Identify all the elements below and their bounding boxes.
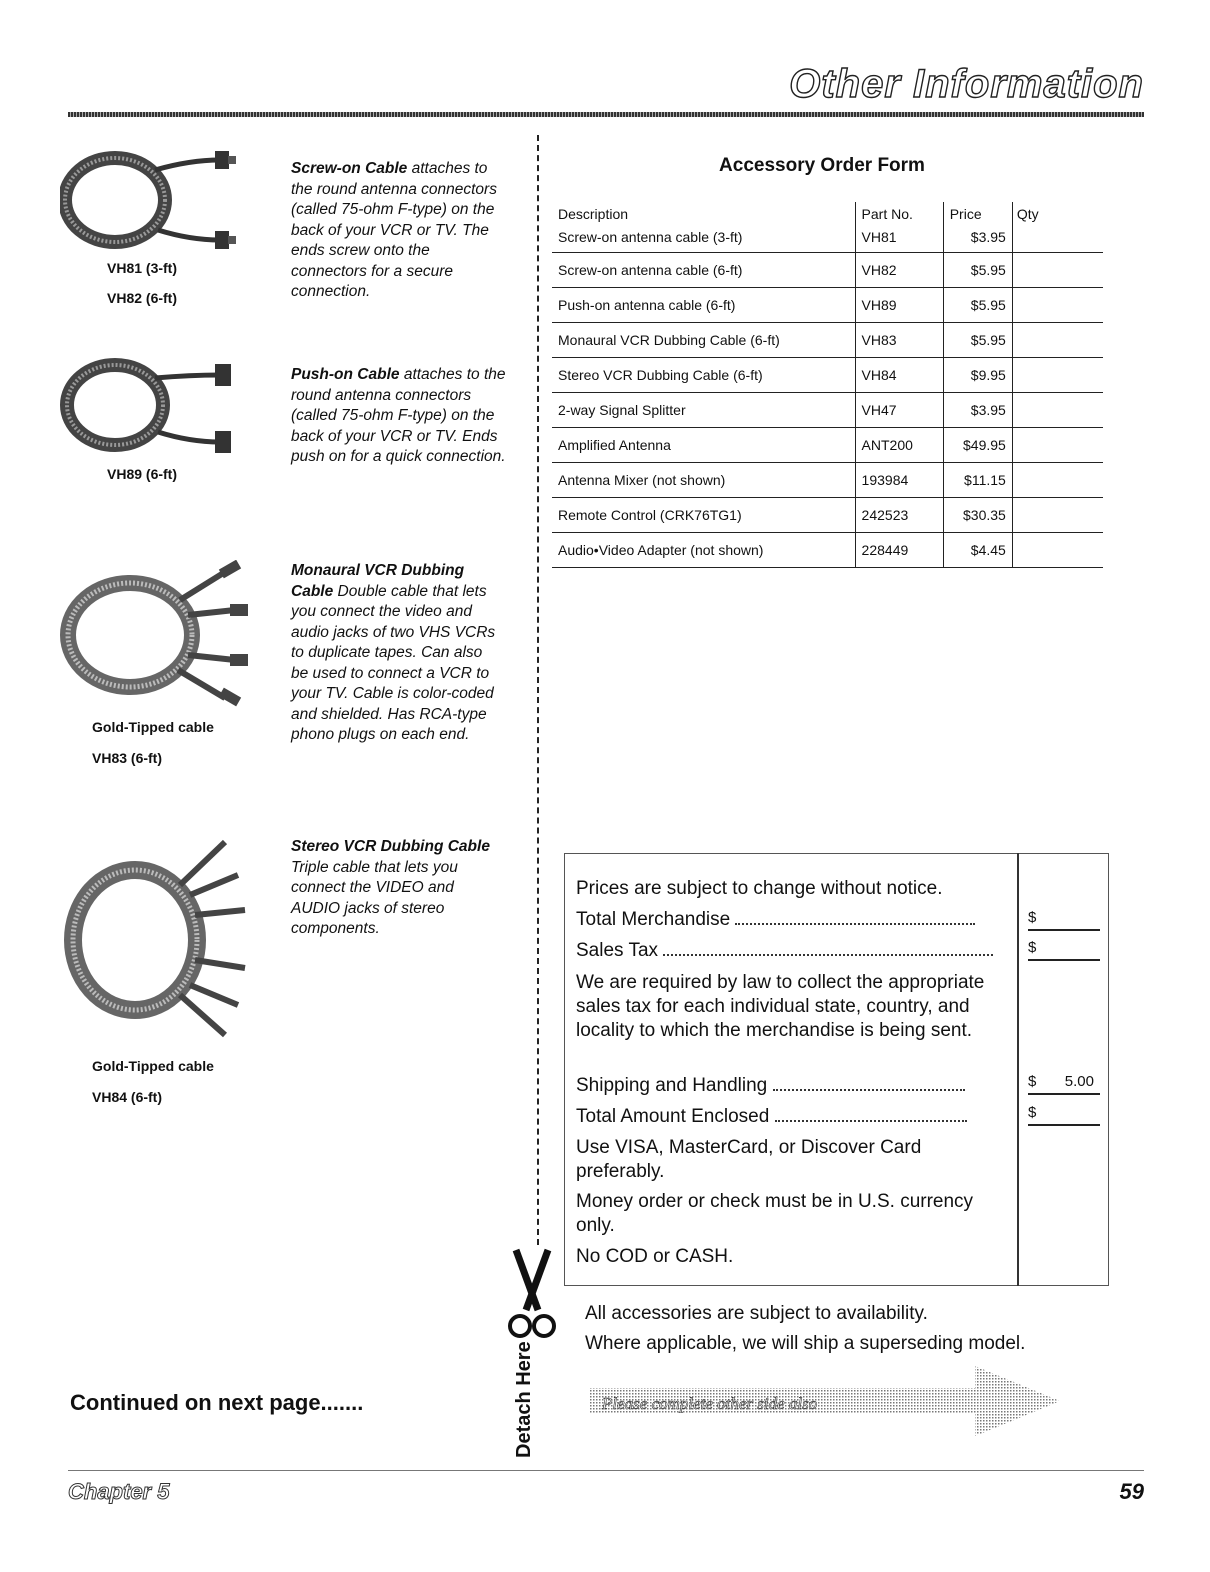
product-code: VH81 (3-ft) — [107, 260, 178, 276]
price-cell: $9.95 — [943, 358, 1012, 393]
push-on-cable-image — [60, 350, 240, 460]
part-number-cell: VH82 — [855, 253, 943, 288]
product-name: Push-on Cable — [291, 366, 400, 383]
part-number-cell: ANT200 — [855, 428, 943, 463]
table-row — [552, 498, 1103, 533]
table-row — [552, 323, 1103, 358]
cut-line — [537, 135, 539, 1245]
part-number-cell: 228449 — [855, 533, 943, 568]
part-number-cell: VH81 — [855, 222, 943, 253]
totals-divider — [1017, 853, 1019, 1286]
order-form-title: Accessory Order Form — [719, 155, 925, 176]
description-cell: Antenna Mixer (not shown) — [552, 463, 855, 498]
part-number-cell: 193984 — [855, 463, 943, 498]
shipping-label: Shipping and Handling — [576, 1074, 1004, 1098]
product-code: VH89 (6-ft) — [107, 466, 178, 482]
table-row — [552, 428, 1103, 463]
total-merchandise-field[interactable]: $ — [1028, 909, 1100, 931]
description-cell: Amplified Antenna — [552, 428, 855, 463]
screw-on-cable-image — [60, 145, 240, 255]
table-row — [552, 222, 1103, 253]
part-number-cell: VH47 — [855, 393, 943, 428]
arrow-text: Please complete other side also — [602, 1394, 818, 1413]
table-row — [552, 463, 1103, 498]
qty-field[interactable] — [1012, 393, 1045, 428]
table-row — [552, 253, 1103, 288]
qty-field[interactable] — [1012, 253, 1045, 288]
scissors-icon — [502, 1248, 562, 1348]
stereo-dubbing-cable-image — [60, 830, 260, 1045]
table-row — [552, 393, 1103, 428]
footer-rule — [68, 1470, 1144, 1471]
page-title: Other Information — [789, 62, 1144, 106]
header-rule — [68, 112, 1144, 117]
product-name: Stereo VCR Dubbing Cable — [291, 838, 490, 855]
order-table — [552, 202, 1103, 568]
sales-tax-field[interactable]: $ — [1028, 939, 1100, 961]
description-cell: Screw-on antenna cable (3-ft) — [552, 222, 855, 253]
product-name: Monaural VCR Dubbing Cable — [291, 562, 465, 600]
price-cell: $3.95 — [943, 222, 1012, 253]
part-number-cell: 242523 — [855, 498, 943, 533]
price-cell: $5.95 — [943, 288, 1012, 323]
product-name: Screw-on Cable — [291, 160, 408, 177]
product-description: Monaural VCR Dubbing Cable Double cable that lets you connect the video and audio jacks of two VHS VCRs to duplicate tapes. Can also be used to connect a VCR to your TV. Cable is color-coded and shielded. Has RCA-type phono plugs on each end. — [291, 562, 496, 743]
price-cell: $30.35 — [943, 498, 1012, 533]
product-code: Gold-Tipped cable — [92, 719, 214, 735]
availability-note: All accessories are subject to availability. — [585, 1303, 928, 1324]
product-description: Screw-on Cable attaches to the round antenna connectors (called 75-ohm F-type) on the back of your VCR or TV. The ends screw onto the connectors for a secure connection. — [291, 160, 497, 300]
qty-field[interactable] — [1012, 358, 1045, 393]
price-cell: $4.45 — [943, 533, 1012, 568]
product-description: Stereo VCR Dubbing Cable Triple cable that lets you connect the VIDEO and AUDIO jacks of stereo components. — [291, 838, 490, 937]
price-cell: $11.15 — [943, 463, 1012, 498]
page-number: 59 — [1119, 1479, 1144, 1504]
product-description: Push-on Cable attaches to the round antenna connectors (called 75-ohm F-type) on the back of your VCR or TV. Ends push on for a quick connection. — [291, 366, 506, 465]
continued-label: Continued on next page....... — [70, 1390, 364, 1415]
description-cell: Push-on antenna cable (6-ft) — [552, 288, 855, 323]
product-code: VH84 (6-ft) — [92, 1089, 163, 1105]
price-cell: $49.95 — [943, 428, 1012, 463]
price-cell: $5.95 — [943, 323, 1012, 358]
detach-label: Detach Here — [513, 1341, 535, 1458]
amount-enclosed-label: Total Amount Enclosed — [576, 1105, 1004, 1129]
table-row — [552, 533, 1103, 568]
amount-enclosed-field[interactable]: $ — [1028, 1104, 1100, 1126]
product-code: VH82 (6-ft) — [107, 290, 178, 306]
supersede-note: Where applicable, we will ship a superseding model. — [585, 1333, 1026, 1354]
column-header: Price — [943, 202, 1012, 222]
qty-field[interactable] — [1012, 323, 1045, 358]
tax-note: We are required by law to collect the appropriate sales tax for each individual state, country, and locality to which the merchandise is being sent. — [576, 972, 985, 1041]
table-header-row — [552, 202, 1103, 222]
shipping-amount-field: $ 5.00 — [1028, 1073, 1100, 1095]
description-cell: Monaural VCR Dubbing Cable (6-ft) — [552, 323, 855, 358]
part-number-cell: VH89 — [855, 288, 943, 323]
column-header: Qty — [1012, 202, 1045, 222]
part-number-cell: VH84 — [855, 358, 943, 393]
column-header: Part No. — [855, 202, 943, 222]
description-cell: Remote Control (CRK76TG1) — [552, 498, 855, 533]
chapter-label: Chapter 5 — [68, 1479, 170, 1504]
product-code: VH83 (6-ft) — [92, 750, 163, 766]
money-order-note: Money order or check must be in U.S. currency only. — [576, 1191, 974, 1236]
total-merchandise-label: Total Merchandise — [576, 908, 1004, 932]
part-number-cell: VH83 — [855, 323, 943, 358]
description-cell: Audio•Video Adapter (not shown) — [552, 533, 855, 568]
payment-note: Use VISA, MasterCard, or Discover Card preferably. — [576, 1137, 922, 1182]
description-cell: Stereo VCR Dubbing Cable (6-ft) — [552, 358, 855, 393]
table-row — [552, 358, 1103, 393]
qty-field[interactable] — [1012, 533, 1045, 568]
column-header: Description — [558, 206, 629, 222]
qty-field[interactable] — [1012, 428, 1045, 463]
table-row — [552, 288, 1103, 323]
price-cell: $3.95 — [943, 393, 1012, 428]
product-code: Gold-Tipped cable — [92, 1058, 214, 1074]
qty-field[interactable] — [1012, 222, 1045, 253]
description-cell: Screw-on antenna cable (6-ft) — [552, 253, 855, 288]
prices-note: Prices are subject to change without notice. — [576, 878, 943, 899]
sales-tax-label: Sales Tax — [576, 939, 1004, 963]
price-cell: $5.95 — [943, 253, 1012, 288]
qty-field[interactable] — [1012, 498, 1045, 533]
description-cell: 2-way Signal Splitter — [552, 393, 855, 428]
monaural-dubbing-cable-image — [60, 560, 250, 710]
cod-note: No COD or CASH. — [576, 1246, 734, 1267]
qty-field[interactable] — [1012, 288, 1045, 323]
qty-field[interactable] — [1012, 463, 1045, 498]
